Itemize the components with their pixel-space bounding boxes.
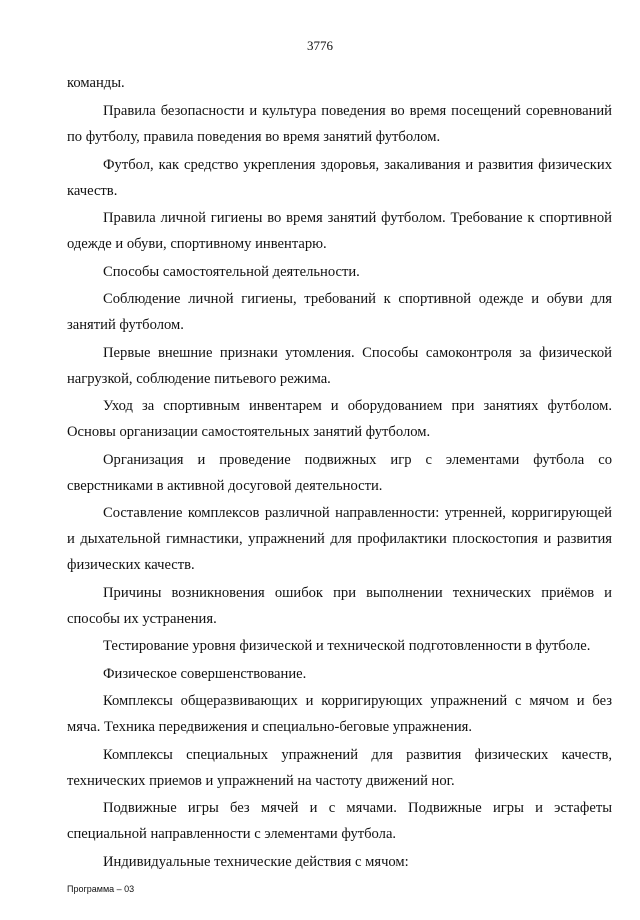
paragraph: Уход за спортивным инвентарем и оборудованием при занятиях футболом. Основы организации самостоятельных занятий футболом. <box>67 398 612 440</box>
paragraph: Первые внешние признаки утомления. Способы самоконтроля за физической нагрузкой, соблюдение питьевого режима. <box>67 344 612 387</box>
paragraph: Соблюдение личной гигиены, требований к спортивной одежде и обуви для занятий футболом. <box>67 291 612 333</box>
paragraph: Комплексы общеразвивающих и корригирующих упражнений с мячом и без мяча. Техника передвижения и специально-беговые упражнения. <box>67 693 612 735</box>
paragraph: Правила безопасности и культура поведения во время посещений соревнований по футболу, правила поведения во время занятий футболом. <box>67 103 612 145</box>
paragraph: Правила личной гигиены во время занятий футболом. Требование к спортивной одежде и обуви, спортивному инвентарю. <box>67 210 612 252</box>
paragraph: Подвижные игры без мячей и с мячами. Подвижные игры и эстафеты специальной направленности с элементами футбола. <box>67 800 612 842</box>
paragraph: Футбол, как средство укрепления здоровья, закаливания и развития физических качеств. <box>67 156 612 199</box>
paragraph: Индивидуальные технические действия с мячом: <box>103 853 409 870</box>
paragraph: команды. <box>67 75 125 91</box>
paragraph: Причины возникновения ошибок при выполнении технических приёмов и способы их устранения. <box>67 584 612 627</box>
paragraph: Способы самостоятельной деятельности. <box>103 263 360 280</box>
page-number: 3776 <box>307 38 333 53</box>
paragraph: Комплексы специальных упражнений для развития физических качеств, технических приемов и упражнений на частоту движений ног. <box>67 746 612 789</box>
body-text <box>67 70 612 876</box>
paragraph: Организация и проведение подвижных игр с элементами футбола со сверстниками в активной досуговой деятельности. <box>67 451 612 494</box>
paragraph: Физическое совершенствование. <box>103 665 307 682</box>
footer-label: Программа – 03 <box>67 884 135 894</box>
paragraph: Составление комплексов различной направленности: утренней, корригирующей и дыхательной гимнастики, упражнений для профилактики плоскостопия и развития физических качеств. <box>67 505 612 573</box>
paragraph: Тестирование уровня физической и технической подготовленности в футболе. <box>103 638 591 654</box>
